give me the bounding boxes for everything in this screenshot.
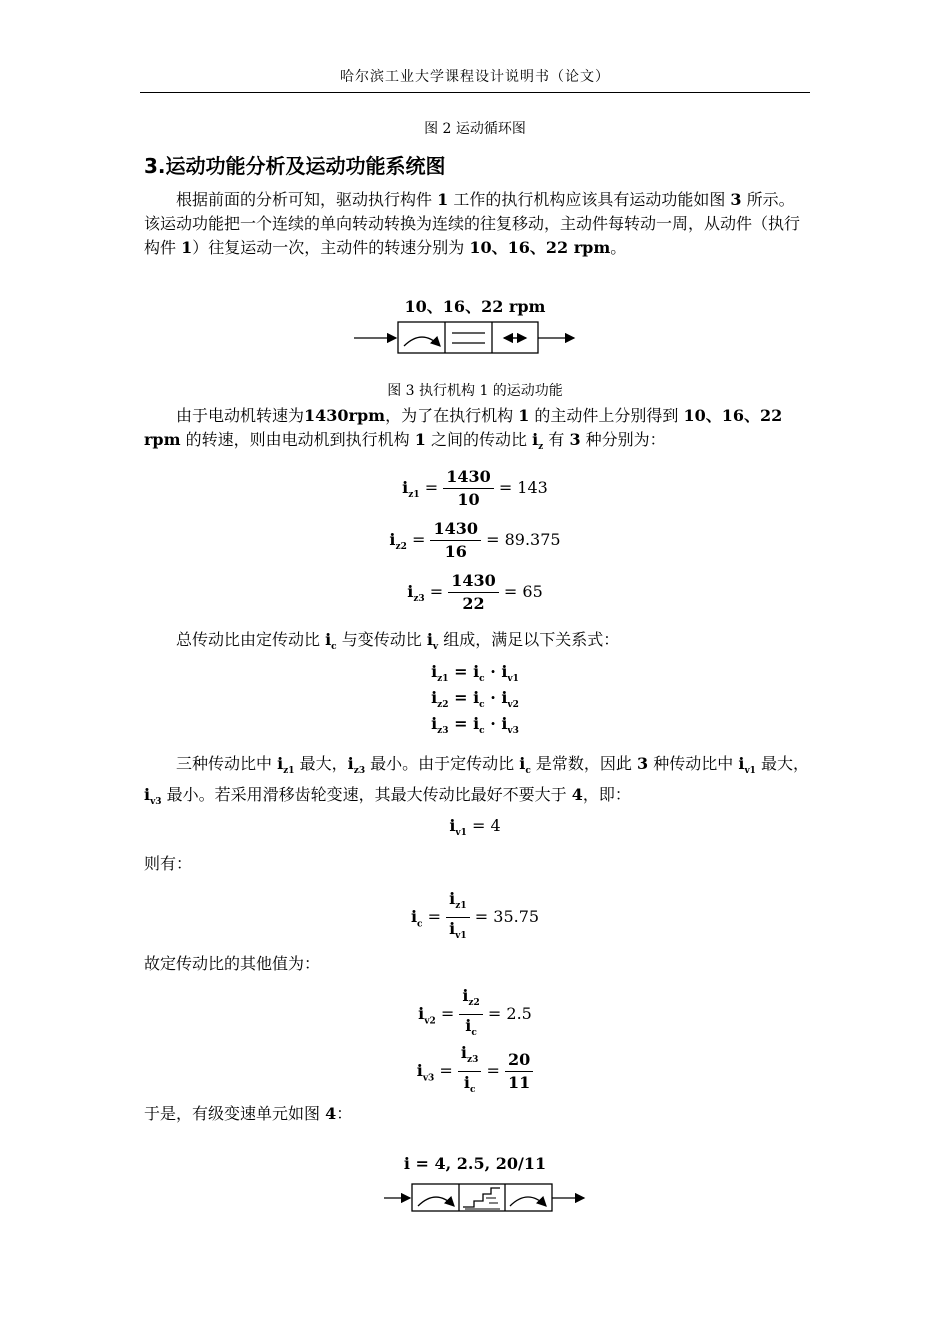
relation-eq-1	[0, 662, 950, 684]
eq-result: = 89.375	[486, 530, 561, 549]
equation-iz2	[0, 518, 950, 563]
eq-symbol: i	[449, 889, 456, 908]
para5-text: ：	[336, 1104, 353, 1123]
para1-speeds: 10、16、22 rpm	[469, 238, 611, 257]
fig4-label: i = 4, 2.5, 20/11	[403, 1154, 547, 1173]
equation-iz1	[0, 466, 950, 511]
eq-symbol-sub: v1	[507, 674, 519, 685]
eq-symbol: i	[462, 986, 469, 1005]
para4-text: 最大，	[755, 754, 810, 773]
then-have-text: 则有：	[144, 854, 193, 873]
eq-symbol-sub: v2	[507, 700, 519, 711]
numerator	[459, 985, 482, 1015]
fraction	[446, 888, 470, 947]
para4-symbol: i	[738, 754, 745, 773]
other-values-text: 故定传动比的其他值为：	[144, 954, 321, 973]
eq-symbol-sub: v1	[455, 931, 467, 942]
para2-text: 的主动件上分别得到	[529, 406, 684, 425]
fig3-label: 10、16、22 rpm	[404, 297, 546, 316]
numerator: 20	[505, 1049, 533, 1072]
para2-num: 1430rpm	[304, 406, 386, 425]
denominator: 10	[457, 490, 480, 509]
para2-text: 的转速，则由电动机到执行机构	[180, 430, 415, 449]
para2-text: 有	[543, 430, 570, 449]
eq-sign: =	[440, 1004, 455, 1024]
equation-ic	[0, 888, 950, 947]
eq-symbol: i	[418, 1004, 425, 1024]
para4-text: ，即：	[582, 785, 631, 805]
eq-symbol-sub: c	[471, 1028, 477, 1039]
eq-symbol: i	[431, 688, 438, 707]
eq-symbol: i	[501, 688, 508, 707]
paragraph-1	[144, 188, 810, 260]
para4-text: 种传动比中	[648, 754, 739, 773]
page-header: 哈尔滨工业大学课程设计说明书（论文）	[340, 69, 610, 85]
para3-symbol-sub: v	[432, 642, 439, 653]
para3-text: 组成，满足以下关系式：	[438, 630, 620, 649]
paragraph-3	[144, 628, 810, 659]
numerator: 1430	[430, 518, 481, 541]
numerator	[458, 1042, 481, 1072]
eq-symbol: i	[407, 582, 414, 601]
para3-symbol: i	[325, 630, 332, 649]
eq-result: = 143	[498, 478, 548, 497]
eq-symbol-sub: z2	[437, 700, 449, 711]
eq-symbol: i	[473, 688, 480, 707]
other-values-line	[144, 952, 810, 976]
para1-num: 1	[437, 190, 449, 209]
denominator	[459, 1015, 482, 1044]
eq-symbol-sub: z1	[437, 674, 449, 685]
para4-symbol: i	[144, 785, 151, 805]
header-rule	[140, 92, 810, 93]
then-have-line	[144, 852, 810, 876]
eq-symbol-sub: c	[479, 674, 485, 685]
eq-sign: =	[448, 662, 474, 681]
fig3-motion-diagram	[354, 320, 578, 356]
fig3-caption: 图 3 执行机构 1 的运动功能	[387, 383, 563, 399]
eq-result: = 35.75	[474, 907, 540, 927]
para4-text: 最小。由于定传动比	[365, 754, 520, 773]
para3-text: 总传动比由定传动比	[176, 630, 326, 649]
relation-eq-3	[0, 714, 950, 736]
equation-iv2	[0, 985, 950, 1044]
fig4-gear-unit-diagram	[384, 1182, 588, 1214]
para4-symbol: i	[519, 754, 526, 773]
eq-dot: ·	[484, 714, 502, 733]
equation-iv3	[0, 1042, 950, 1101]
denominator: 11	[507, 1073, 531, 1093]
eq-result: = 65	[503, 582, 543, 601]
numerator: 1430	[448, 570, 499, 593]
para2-symbol: i	[532, 430, 539, 449]
para2-num: 3	[569, 430, 581, 449]
para2-num: 1	[414, 430, 426, 449]
eq-sign: =	[424, 478, 439, 497]
eq-sign: =	[448, 714, 474, 733]
para1-num: 3	[730, 190, 742, 209]
eq-symbol-sub: z1	[455, 901, 467, 912]
para2-text: 种分别为：	[580, 430, 666, 449]
para1-text: ）往复运动一次，主动件的转速分别为	[192, 238, 470, 257]
para3-symbol: i	[426, 630, 433, 649]
eq-symbol: i	[501, 714, 508, 733]
eq-symbol-sub: v2	[424, 1016, 436, 1027]
paragraph-4	[144, 752, 810, 814]
eq-symbol-sub: z2	[468, 998, 480, 1009]
eq-symbol-sub: c	[417, 919, 423, 930]
eq-sign: =	[427, 907, 441, 927]
para4-symbol-sub: v3	[150, 797, 162, 808]
eq-symbol: i	[465, 1016, 472, 1036]
paragraph-2	[144, 404, 810, 459]
para1-text: 工作的执行机构应该具有运动功能如图	[448, 190, 731, 209]
para1-text: 。	[610, 238, 627, 257]
para2-num: 1	[518, 406, 530, 425]
eq-symbol-sub: v3	[507, 726, 519, 737]
eq-dot: ·	[484, 662, 502, 681]
para4-text: 是常数，因此	[530, 754, 638, 773]
para2-text: 由于电动机转速为	[176, 406, 305, 425]
eq-sign: =	[429, 582, 444, 601]
para2-text: 之间的传动比	[425, 430, 533, 449]
eq-symbol: i	[473, 662, 480, 681]
fraction	[505, 1049, 533, 1094]
eq-symbol: i	[416, 1061, 423, 1081]
para1-num: 1	[181, 238, 193, 257]
para1-text: 根据前面的分析可知，驱动执行构件	[176, 190, 438, 209]
para4-num: 4	[571, 785, 583, 805]
paragraph-5	[144, 1102, 810, 1126]
numerator	[446, 888, 470, 918]
para4-symbol: i	[347, 754, 354, 773]
denominator: 16	[444, 542, 467, 561]
para4-text: 最小。若采用滑移齿轮变速，其最大传动比最好不要大于	[161, 785, 572, 805]
eq-sign: =	[448, 688, 474, 707]
eq-result: = 2.5	[487, 1004, 532, 1024]
para2-symbol-sub: z	[538, 442, 544, 453]
eq-symbol: i	[449, 919, 456, 939]
eq-symbol-sub: z1	[408, 490, 420, 501]
eq-symbol-sub: c	[479, 700, 485, 711]
eq-result: = 4	[472, 816, 501, 835]
para4-symbol-sub: z3	[353, 766, 366, 777]
para4-symbol-sub: z1	[283, 766, 295, 777]
eq-symbol-sub: z3	[437, 726, 449, 737]
para4-text: 最大，	[294, 754, 348, 773]
eq-symbol: i	[449, 816, 456, 835]
eq-symbol-sub: z2	[395, 542, 407, 553]
eq-symbol: i	[463, 1073, 470, 1093]
fraction	[458, 1042, 481, 1101]
eq-symbol: i	[460, 1043, 467, 1062]
section-title: 3.运动功能分析及运动功能系统图	[144, 154, 446, 178]
para3-text: 与变传动比	[336, 630, 427, 649]
denominator	[458, 1072, 481, 1101]
eq-sign: =	[439, 1061, 453, 1081]
fraction	[430, 518, 481, 563]
para4-num: 3	[637, 754, 649, 773]
para5-num: 4	[325, 1104, 337, 1123]
eq-dot: ·	[484, 688, 502, 707]
fraction	[448, 570, 499, 615]
para5-text: 于是，有级变速单元如图	[144, 1104, 326, 1123]
eq-symbol: i	[410, 907, 418, 927]
eq-sign: =	[486, 1061, 500, 1081]
relation-eq-2	[0, 688, 950, 710]
para4-text: 三种传动比中	[176, 754, 278, 773]
para3-symbol-sub: c	[331, 642, 337, 653]
fig2-caption: 图 2 运动循环图	[424, 121, 526, 137]
eq-symbol: i	[431, 662, 438, 681]
eq-symbol-sub: c	[479, 726, 485, 737]
eq-symbol-sub: z3	[413, 594, 425, 605]
para2-num: 10、16、22 rpm	[144, 406, 783, 449]
denominator: 22	[462, 594, 485, 613]
numerator: 1430	[443, 466, 494, 489]
denominator	[446, 918, 470, 947]
fraction	[459, 985, 482, 1044]
fraction	[443, 466, 494, 511]
eq-symbol: i	[473, 714, 480, 733]
equation-iz3	[0, 570, 950, 615]
eq-symbol: i	[402, 478, 409, 497]
eq-symbol: i	[431, 714, 438, 733]
eq-symbol-sub: z3	[467, 1055, 479, 1066]
eq-symbol-sub: v1	[455, 828, 467, 839]
para4-symbol-sub: v1	[744, 766, 756, 777]
eq-symbol-sub: c	[469, 1085, 476, 1096]
eq-symbol: i	[501, 662, 508, 681]
para4-symbol: i	[277, 754, 284, 773]
para4-symbol-sub: c	[525, 766, 531, 777]
equation-iv1	[0, 816, 950, 838]
eq-sign: =	[411, 530, 426, 549]
para1-text: 所示。该运动功能把一个连续的单向转动转换为连续的往复移动，主动件每转动一周，从动件（执行构件	[144, 190, 801, 257]
para2-text: ，为了在执行机构	[385, 406, 519, 425]
eq-symbol-sub: v3	[422, 1073, 435, 1084]
eq-symbol: i	[389, 530, 396, 549]
